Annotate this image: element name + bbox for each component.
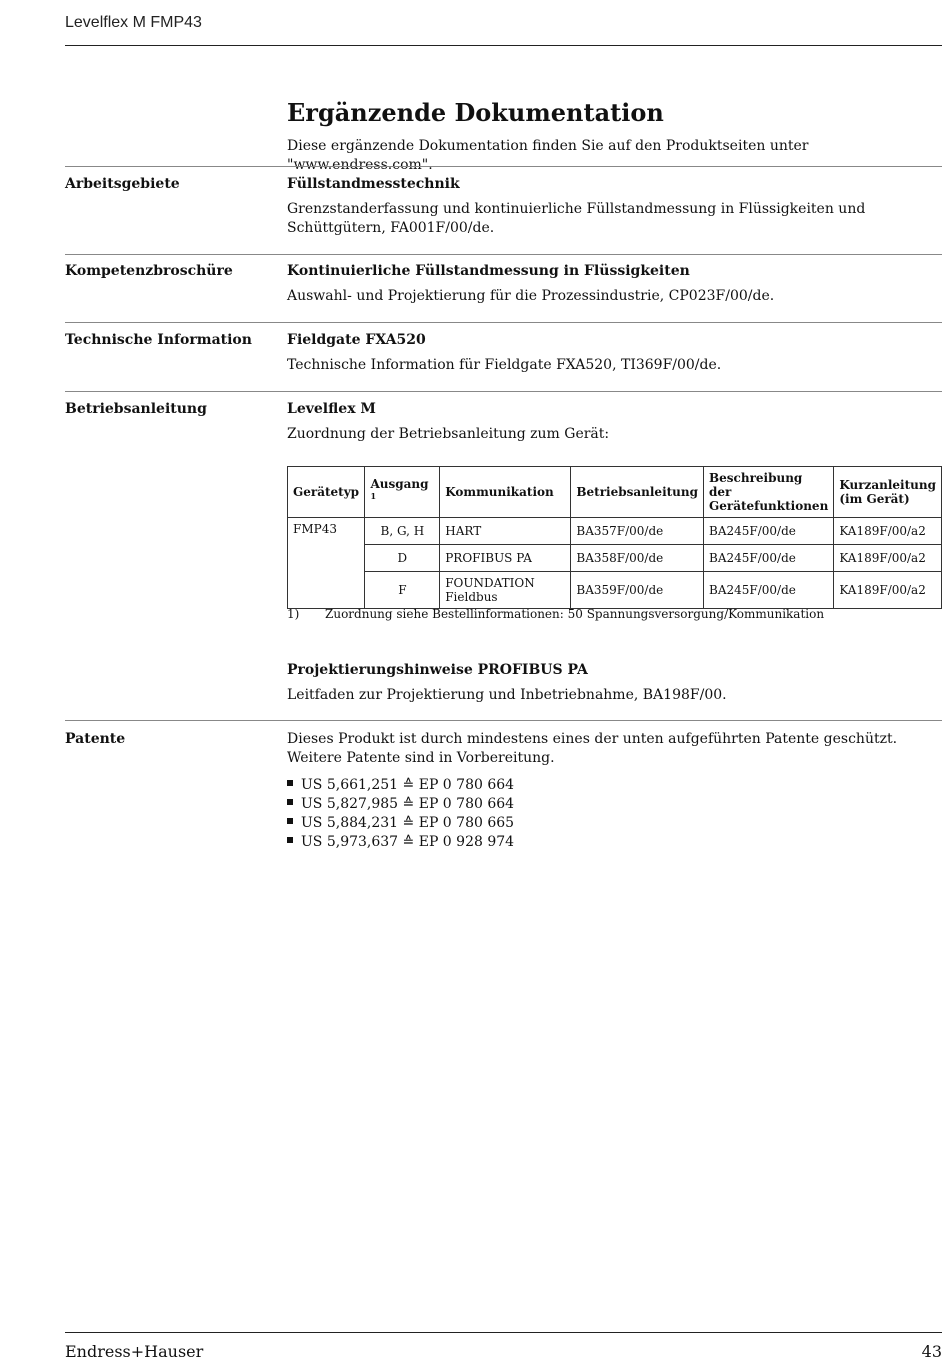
table-cell: HART [440,518,571,545]
table-header-row [288,467,942,518]
section-heading: Projektierungshinweise PROFIBUS PA [287,662,588,678]
table-row [288,572,942,609]
table-cell: BA359F/00/de [571,572,704,609]
section-label-technische: Technische Information [65,332,252,348]
table-cell: BA358F/00/de [571,545,704,572]
footnote-ref: 1 [370,491,377,501]
footnote-number: 1) [287,607,300,621]
column-header: Betriebsanleitung [571,467,704,518]
section-label-patente: Patente [65,731,126,747]
list-item: US 5,661,251 ≙ EP 0 780 664 [287,776,942,795]
table-cell: KA189F/00/a2 [834,518,942,545]
manuals-table [287,466,942,609]
patent-text: Dieses Produkt ist durch mindestens eines der unten aufgeführten Patente geschützt. [287,731,898,747]
patent-list [287,776,942,852]
section-text: Leitfaden zur Projektierung und Inbetriebnahme, BA198F/00. [287,687,727,703]
page-number: 43 [921,1342,942,1361]
table-row [288,518,942,545]
section-heading: Kontinuierliche Füllstandmessung in Flüssigkeiten [287,263,690,279]
section-text: Technische Information für Fieldgate FXA520, TI369F/00/de. [287,357,722,373]
table-cell: KA189F/00/a2 [834,572,942,609]
section-text: Auswahl- und Projektierung für die Prozessindustrie, CP023F/00/de. [287,288,775,304]
table-row [288,545,942,572]
table-cell: FOUNDATION Fieldbus [440,572,571,609]
intro-text: Diese ergänzende Dokumentation finden Sie auf den Produktseiten unter "www.endress.com". [287,138,809,173]
section-divider [65,720,942,721]
section-divider [65,322,942,323]
footnote-text: Zuordnung siehe Bestellinformationen: 50 Spannungsversorgung/Kommunikation [325,607,825,621]
section-text: Zuordnung der Betriebsanleitung zum Gerät: [287,426,610,442]
column-header: Kurzanleitung (im Gerät) [834,467,942,518]
section-label-arbeitsgebiete: Arbeitsgebiete [65,176,180,192]
table-cell: BA245F/00/de [704,518,834,545]
list-item: US 5,827,985 ≙ EP 0 780 664 [287,795,942,814]
section-divider [65,254,942,255]
table-cell: BA357F/00/de [571,518,704,545]
header-rule [65,45,942,46]
patent-text: Weitere Patente sind in Vorbereitung. [287,750,555,766]
page-title: Ergänzende Dokumentation [287,98,664,127]
table-cell: F [365,572,440,609]
running-header: Levelflex M FMP43 [65,14,202,31]
table-cell: BA245F/00/de [704,545,834,572]
table-cell: B, G, H [365,518,440,545]
bullet-icon [287,799,293,805]
column-header: Ausgang $^1$ [365,467,440,518]
table-cell: BA245F/00/de [704,572,834,609]
column-header: Gerätetyp [288,467,365,518]
column-header: Kommunikation [440,467,571,518]
table-cell: PROFIBUS PA [440,545,571,572]
bullet-icon [287,818,293,824]
section-text: Grenzstanderfassung und kontinuierliche Füllstandmessung in Flüssigkeiten und Schüttgütern, FA001F/00/de. [287,201,866,236]
footer-company: Endress+Hauser [65,1342,204,1361]
table-footnote [287,607,824,621]
bullet-icon [287,780,293,786]
table-cell: D [365,545,440,572]
footer-rule [65,1332,942,1333]
section-label-betrieb: Betriebsanleitung [65,401,207,417]
list-item: US 5,973,637 ≙ EP 0 928 974 [287,833,942,852]
section-label-kompetenz: Kompetenzbroschüre [65,263,233,279]
section-heading: Levelflex M [287,401,376,417]
bullet-icon [287,837,293,843]
section-divider [65,166,942,167]
section-divider [65,391,942,392]
list-item: US 5,884,231 ≙ EP 0 780 665 [287,814,942,833]
column-header: Beschreibung der Gerätefunktionen [704,467,834,518]
section-heading: Fieldgate FXA520 [287,332,426,348]
device-cell: FMP43 [288,518,365,609]
table-cell: KA189F/00/a2 [834,545,942,572]
section-heading: Füllstandmesstechnik [287,176,460,192]
